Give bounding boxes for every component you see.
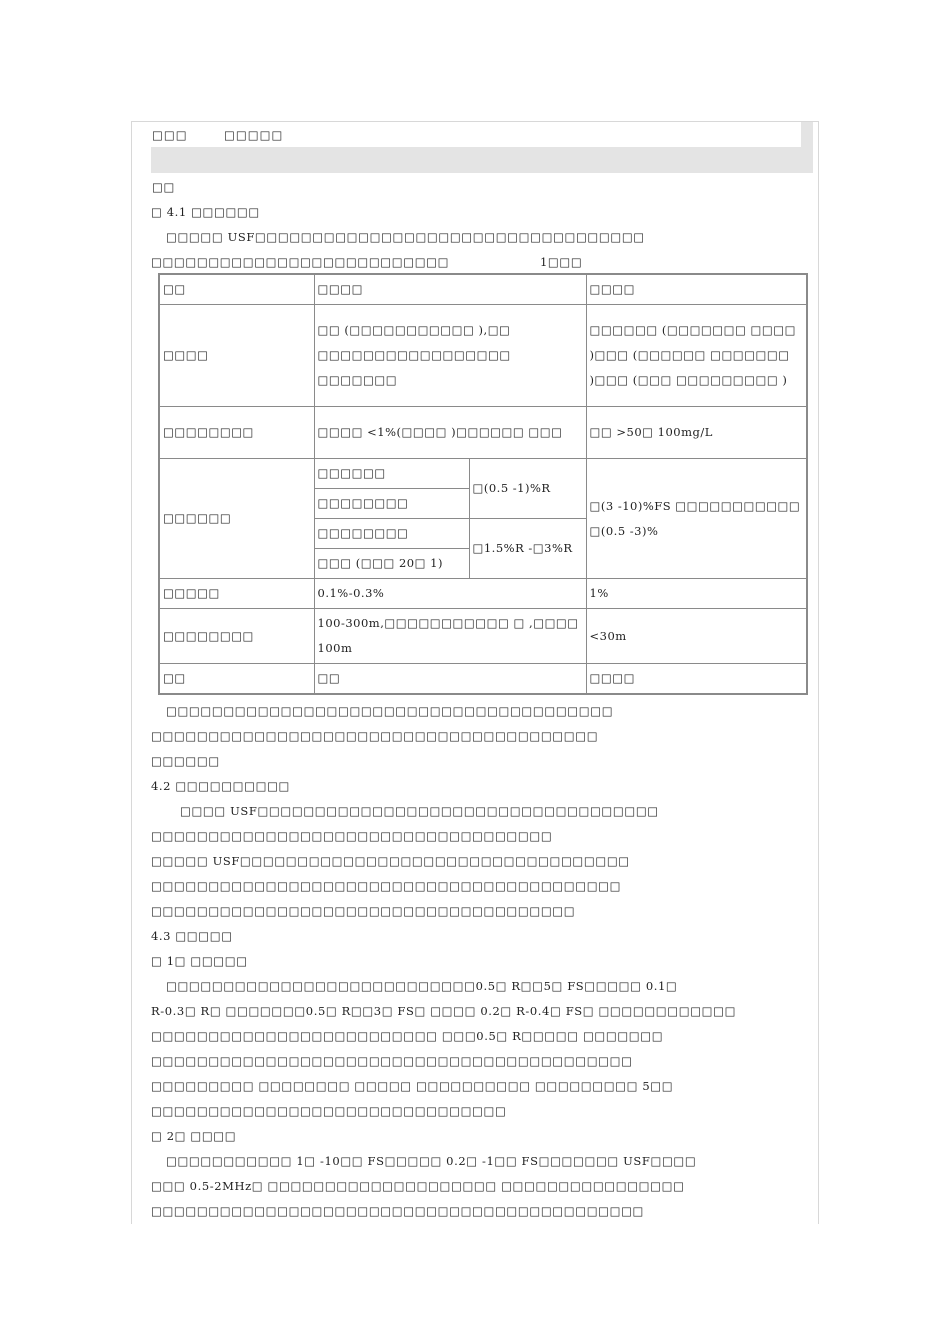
paragraph-line: □□□□□□□□□ □□□□□□□□ □□□□□ □□□□□□□□□□ □□□□□□□□□ 5□□ [151, 1079, 674, 1093]
table-header-cell: □□ [159, 274, 314, 305]
page-frame-top [131, 121, 819, 122]
table-row-label: □□ [159, 664, 314, 695]
paragraph-line: □□□□□□□□□□□□□□□□□□□□□□□□□□□□□□□□□□□□□□□ [151, 729, 599, 743]
section-4-1-heading: □ 4.1 □□□□□□ [151, 205, 260, 219]
paragraph-line: □□□□□ USF□□□□□□□□□□□□□□□□□□□□□□□□□□□□□□□□□□ [166, 230, 645, 244]
paragraph-line: □□□□□□ [151, 754, 220, 768]
paragraph-line: □□□□ USF□□□□□□□□□□□□□□□□□□□□□□□□□□□□□□□□□□□ [180, 804, 659, 818]
table-subcell: □□□□□□□□ [314, 489, 469, 519]
page-frame-right [818, 121, 819, 1224]
table-header-cell: □□□□ [586, 274, 807, 305]
paragraph-line: □□□□□□□□□□□□□□□□□□□□□□□□□□□□□□□□□□□ [151, 829, 553, 843]
table-subcell: □□□□□□□□ [314, 519, 469, 549]
paragraph-line: □□□□□□□□□□□□□□□□□□□□□□□□□□□□□□□□□□□□□□□□□□ [151, 1054, 633, 1068]
section-intro: □□ [152, 180, 175, 194]
table-cell: □1.5%R -□3%R [469, 519, 586, 579]
table-cell: <30m [586, 609, 807, 664]
table-row-label: □□□□□□□□ [159, 407, 314, 459]
table-row-label: □□□□□□ [159, 459, 314, 579]
section-4-3-heading: 4.3 □□□□□ [151, 929, 233, 943]
table-subcell: □□□□□□ [314, 459, 469, 489]
paragraph-line: □□□□□ USF□□□□□□□□□□□□□□□□□□□□□□□□□□□□□□□□□□ [151, 854, 630, 868]
table-cell: □□ >50□ 100mg/L [586, 407, 807, 459]
table-subcell: □□□ (□□□ 20□ 1) [314, 549, 469, 579]
table-cell: □(3 -10)%FS □□□□□□□□□□□ □(0.5 -3)% [586, 459, 807, 579]
paragraph-line: □□□□□□□□□□□□□□□□□□□□□□□□□□□□□□□□□□□□□ [151, 904, 576, 918]
table-header-row [159, 274, 807, 305]
section-4-2-heading: 4.2 □□□□□□□□□□ [151, 779, 290, 793]
header-bar [151, 147, 813, 173]
paragraph-line: □□□□□□□□□□□□□□□□□□□□□□□□□□ [151, 255, 450, 269]
table-row [159, 579, 807, 609]
paragraph-line: □□□□□□□□□□□□□□□□□□□□□□□□□ □□□0.5□ R□□□□□ □□□□□□□ [151, 1029, 664, 1043]
header-notch [801, 122, 813, 148]
table-cell: 100-300m,□□□□□□□□□□□ □ ,□□□□ 100m [314, 609, 586, 664]
paragraph-line: □□□□□□□□□□□□□□□□□□□□□□□□□□□0.5□ R□□5□ FS□□□□□ 0.1□ [166, 979, 678, 993]
table-header-cell: □□□□ [314, 274, 586, 305]
table-row [159, 609, 807, 664]
paragraph-line: R-0.3□ R□ □□□□□□□0.5□ R□□3□ FS□ □□□□ 0.2□ R-0.4□ FS□ □□□□□□□□□□□□ [151, 1004, 737, 1018]
table-caption: 1□□□ [540, 255, 583, 269]
subsection-2-heading: □ 2□ □□□□ [151, 1129, 237, 1143]
table-cell: □□□□□□ (□□□□□□□ □□□□ )□□□ (□□□□□□ □□□□□□□ )□□□ (□□□ □□□□□□□□□ ) [586, 305, 807, 407]
paragraph-line: □□□□□□□□□□□□□□□□□□□□□□□□□□□□□□□□□□□□□□□ [166, 704, 614, 718]
paragraph-line: □□□□□□□□□□□□□□□□□□□□□□□□□□□□□□□□□□□□□□□□□ [151, 879, 622, 893]
header-left: □□□ [152, 128, 188, 142]
table-cell: □(0.5 -1)%R [469, 459, 586, 519]
paragraph-line: □□□□□□□□□□□ 1□ -10□□ FS□□□□□ 0.2□ -1□□ FS□□□□□□□ USF□□□□ [166, 1154, 697, 1168]
table-cell: 0.1%-0.3% [314, 579, 586, 609]
paragraph-line: □□□□□□□□□□□□□□□□□□□□□□□□□□□□□□□□□□□□□□□□□□□ [151, 1204, 645, 1218]
table-cell: □□□□ [586, 664, 807, 695]
table-row-label: □□□□□□□□ [159, 609, 314, 664]
table-row [159, 459, 807, 489]
table-cell: □□□□ <1%(□□□□ )□□□□□□ □□□ [314, 407, 586, 459]
table-row-label: □□□□□ [159, 579, 314, 609]
table-row [159, 407, 807, 459]
table-cell: 1% [586, 579, 807, 609]
subsection-1-heading: □ 1□ □□□□□ [151, 954, 248, 968]
paragraph-line: □□□ 0.5-2MHz□ □□□□□□□□□□□□□□□□□□□□ □□□□□□□□□□□□□□□□ [151, 1179, 685, 1193]
table-cell: □□ (□□□□□□□□□□□ ),□□ □□□□□□□□□□□□□□□□□ □□□□□□□ [314, 305, 586, 407]
comparison-table [158, 273, 808, 695]
paragraph-line: □□□□□□□□□□□□□□□□□□□□□□□□□□□□□□□ [151, 1104, 507, 1118]
page-frame-left [131, 121, 132, 1224]
table-row-label: □□□□ [159, 305, 314, 407]
table-cell: □□ [314, 664, 586, 695]
header-title: □□□□□ [224, 128, 284, 142]
table-row [159, 664, 807, 695]
table-row [159, 305, 807, 407]
